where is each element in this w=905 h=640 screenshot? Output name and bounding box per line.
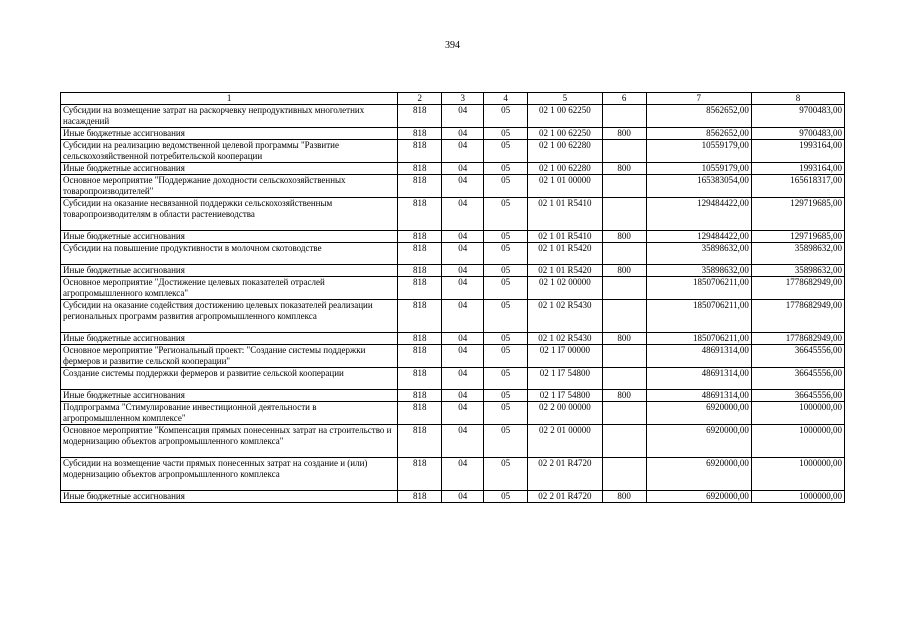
row-subsection-code: 05 [484,425,528,458]
row-amount-year-1: 35898632,00 [646,265,751,277]
row-name: Иные бюджетные ассигнования [61,390,398,402]
row-section-code: 04 [442,390,484,402]
row-subsection-code: 05 [484,300,528,333]
row-subsection-code: 05 [484,198,528,231]
row-section-code: 04 [442,402,484,425]
row-subsection-code: 05 [484,491,528,503]
row-section-code: 04 [442,128,484,140]
row-target-article: 02 1 00 62280 [528,163,603,175]
table-row [61,333,845,345]
row-amount-year-1: 48691314,00 [646,345,751,368]
row-subsection-code: 05 [484,368,528,390]
row-subsection-code: 05 [484,333,528,345]
table-body [61,105,845,503]
row-subsection-code: 05 [484,140,528,163]
row-name: Субсидии на оказание несвязанной поддержки сельскохозяйственным товаропроизводителям в области растениеводства [61,198,398,231]
row-expense-type: 800 [602,390,646,402]
row-expense-type [602,345,646,368]
row-expense-type [602,402,646,425]
row-name: Основное мероприятие "Региональный проект: "Создание системы поддержки фермеров и развитие сельской кооперации" [61,345,398,368]
row-section-code: 04 [442,425,484,458]
row-section-code: 04 [442,345,484,368]
header-col-8: 8 [751,93,844,105]
row-ministry-code: 818 [398,265,442,277]
row-subsection-code: 05 [484,458,528,491]
row-amount-year-1: 129484422,00 [646,231,751,243]
row-target-article: 02 1 01 R5410 [528,231,603,243]
row-amount-year-1: 1850706211,00 [646,300,751,333]
row-ministry-code: 818 [398,175,442,198]
row-target-article: 02 1 02 00000 [528,277,603,300]
row-ministry-code: 818 [398,425,442,458]
row-amount-year-1: 6920000,00 [646,425,751,458]
row-expense-type [602,175,646,198]
header-col-5: 5 [528,93,603,105]
row-name: Основное мероприятие "Поддержание доходности сельскохозяйственных товаропроизводителей" [61,175,398,198]
row-name: Субсидии на реализацию ведомственной целевой программы "Развитие сельскохозяйственной потребительской кооперации [61,140,398,163]
row-expense-type [602,105,646,128]
table-row [61,175,845,198]
row-amount-year-2: 165618317,00 [751,175,844,198]
row-amount-year-2: 35898632,00 [751,243,844,265]
row-amount-year-2: 9700483,00 [751,128,844,140]
row-section-code: 04 [442,175,484,198]
row-amount-year-1: 48691314,00 [646,390,751,402]
row-expense-type: 800 [602,128,646,140]
row-expense-type [602,425,646,458]
row-subsection-code: 05 [484,345,528,368]
row-ministry-code: 818 [398,368,442,390]
row-name: Основное мероприятие "Компенсация прямых понесенных затрат на строительство и модернизацию объектов агропромышленного комплекса" [61,425,398,458]
row-amount-year-1: 165383054,00 [646,175,751,198]
row-amount-year-2: 1000000,00 [751,458,844,491]
row-amount-year-2: 36645556,00 [751,390,844,402]
table-row [61,300,845,333]
table-row [61,458,845,491]
row-expense-type [602,243,646,265]
row-subsection-code: 05 [484,243,528,265]
row-expense-type: 800 [602,163,646,175]
row-target-article: 02 1 00 62280 [528,140,603,163]
row-amount-year-2: 36645556,00 [751,345,844,368]
row-subsection-code: 05 [484,231,528,243]
row-name: Субсидии на возмещение затрат на раскорчевку непродуктивных многолетних насаждений [61,105,398,128]
row-amount-year-2: 1993164,00 [751,163,844,175]
row-amount-year-1: 1850706211,00 [646,277,751,300]
row-amount-year-2: 1000000,00 [751,425,844,458]
header-row [61,93,845,105]
row-expense-type: 800 [602,231,646,243]
row-amount-year-2: 129719685,00 [751,198,844,231]
row-ministry-code: 818 [398,163,442,175]
row-section-code: 04 [442,105,484,128]
table-row [61,402,845,425]
table-row [61,265,845,277]
row-expense-type [602,458,646,491]
row-section-code: 04 [442,231,484,243]
row-ministry-code: 818 [398,458,442,491]
row-name: Субсидии на оказание содействия достижению целевых показателей реализации региональных программ развития агропромышленного комплекса [61,300,398,333]
row-expense-type [602,368,646,390]
row-name: Подпрограмма "Стимулирование инвестиционной деятельности в агропромышленном комплексе" [61,402,398,425]
row-amount-year-1: 8562652,00 [646,128,751,140]
table-row [61,345,845,368]
row-ministry-code: 818 [398,491,442,503]
row-ministry-code: 818 [398,231,442,243]
header-col-6: 6 [602,93,646,105]
row-target-article: 02 1 I7 00000 [528,345,603,368]
row-amount-year-2: 1778682949,00 [751,300,844,333]
row-subsection-code: 05 [484,128,528,140]
row-target-article: 02 2 00 00000 [528,402,603,425]
row-target-article: 02 2 01 00000 [528,425,603,458]
table-row [61,277,845,300]
row-amount-year-2: 9700483,00 [751,105,844,128]
row-section-code: 04 [442,265,484,277]
row-amount-year-1: 8562652,00 [646,105,751,128]
row-target-article: 02 1 01 R5420 [528,243,603,265]
row-ministry-code: 818 [398,128,442,140]
row-expense-type [602,300,646,333]
budget-table [60,92,845,503]
row-ministry-code: 818 [398,345,442,368]
row-expense-type [602,277,646,300]
row-subsection-code: 05 [484,175,528,198]
row-ministry-code: 818 [398,402,442,425]
table-row [61,425,845,458]
row-section-code: 04 [442,243,484,265]
row-ministry-code: 818 [398,390,442,402]
row-target-article: 02 1 I7 54800 [528,368,603,390]
header-col-4: 4 [484,93,528,105]
page-number: 394 [445,40,460,51]
row-amount-year-1: 10559179,00 [646,140,751,163]
row-expense-type [602,198,646,231]
row-ministry-code: 818 [398,105,442,128]
row-amount-year-1: 129484422,00 [646,198,751,231]
header-col-7: 7 [646,93,751,105]
row-name: Иные бюджетные ассигнования [61,491,398,503]
table-row [61,128,845,140]
row-amount-year-1: 48691314,00 [646,368,751,390]
row-target-article: 02 2 01 R4720 [528,458,603,491]
row-name: Создание системы поддержки фермеров и развитие сельской кооперации [61,368,398,390]
table-row [61,368,845,390]
row-ministry-code: 818 [398,277,442,300]
row-target-article: 02 1 01 R5420 [528,265,603,277]
table-row [61,140,845,163]
row-amount-year-2: 35898632,00 [751,265,844,277]
row-amount-year-2: 1993164,00 [751,140,844,163]
row-name: Иные бюджетные ассигнования [61,231,398,243]
header-col-3: 3 [442,93,484,105]
row-ministry-code: 818 [398,300,442,333]
row-subsection-code: 05 [484,402,528,425]
row-section-code: 04 [442,140,484,163]
row-amount-year-2: 1000000,00 [751,402,844,425]
row-name: Иные бюджетные ассигнования [61,128,398,140]
row-target-article: 02 1 I7 54800 [528,390,603,402]
row-amount-year-2: 1778682949,00 [751,277,844,300]
row-target-article: 02 1 02 R5430 [528,333,603,345]
row-amount-year-1: 6920000,00 [646,402,751,425]
row-amount-year-2: 36645556,00 [751,368,844,390]
row-amount-year-2: 1000000,00 [751,491,844,503]
row-subsection-code: 05 [484,265,528,277]
table-row [61,198,845,231]
row-section-code: 04 [442,198,484,231]
row-section-code: 04 [442,491,484,503]
table-row [61,231,845,243]
table-row [61,105,845,128]
table-row [61,163,845,175]
row-subsection-code: 05 [484,277,528,300]
row-ministry-code: 818 [398,198,442,231]
row-target-article: 02 1 01 R5410 [528,198,603,231]
row-amount-year-1: 10559179,00 [646,163,751,175]
row-amount-year-1: 1850706211,00 [646,333,751,345]
table-row [61,243,845,265]
row-amount-year-1: 35898632,00 [646,243,751,265]
row-amount-year-2: 1778682949,00 [751,333,844,345]
row-name: Иные бюджетные ассигнования [61,163,398,175]
row-target-article: 02 1 02 R5430 [528,300,603,333]
row-target-article: 02 1 01 00000 [528,175,603,198]
row-target-article: 02 1 00 62250 [528,128,603,140]
row-section-code: 04 [442,368,484,390]
header-col-2: 2 [398,93,442,105]
row-section-code: 04 [442,277,484,300]
row-expense-type: 800 [602,265,646,277]
row-name: Иные бюджетные ассигнования [61,265,398,277]
row-amount-year-2: 129719685,00 [751,231,844,243]
row-name: Иные бюджетные ассигнования [61,333,398,345]
row-amount-year-1: 6920000,00 [646,491,751,503]
row-ministry-code: 818 [398,140,442,163]
table-row [61,491,845,503]
table-row [61,390,845,402]
row-name: Основное мероприятие "Достижение целевых показателей отраслей агропромышленного комплекса" [61,277,398,300]
row-ministry-code: 818 [398,333,442,345]
row-target-article: 02 1 00 62250 [528,105,603,128]
row-subsection-code: 05 [484,390,528,402]
row-subsection-code: 05 [484,163,528,175]
row-expense-type [602,140,646,163]
row-ministry-code: 818 [398,243,442,265]
row-section-code: 04 [442,458,484,491]
row-section-code: 04 [442,300,484,333]
row-expense-type: 800 [602,333,646,345]
header-col-1: 1 [61,93,398,105]
row-section-code: 04 [442,333,484,345]
row-name: Субсидии на повышение продуктивности в молочном скотоводстве [61,243,398,265]
row-name: Субсидии на возмещение части прямых понесенных затрат на создание и (или) модернизацию объектов агропромышленного комплекса [61,458,398,491]
row-amount-year-1: 6920000,00 [646,458,751,491]
row-target-article: 02 2 01 R4720 [528,491,603,503]
row-section-code: 04 [442,163,484,175]
row-expense-type: 800 [602,491,646,503]
row-subsection-code: 05 [484,105,528,128]
